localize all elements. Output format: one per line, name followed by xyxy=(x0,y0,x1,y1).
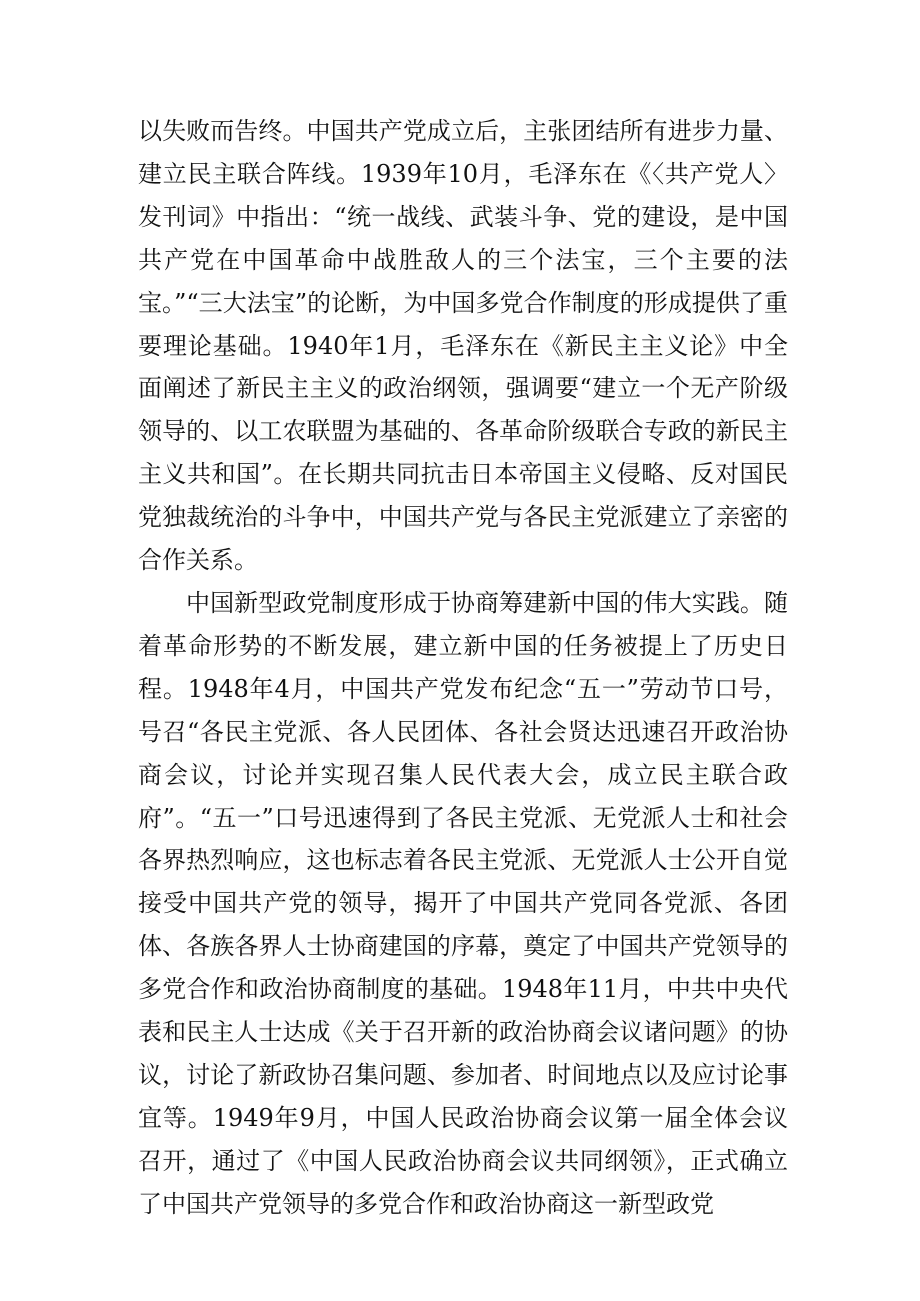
document-page xyxy=(138,110,788,1226)
paragraph-1: 以失败而告终。中国共产党成立后，主张团结所有进步力量、建立民主联合阵线。1939年10月，毛泽东在《〈共产党人〉发刊词》中指出：“统一战线、武装斗争、党的建设，是中国共产党在中国革命中战胜敌人的三个法宝，三个主要的法宝。”“三大法宝”的论断，为中国多党合作制度的形成提供了重要理论基础。1940年1月，毛泽东在《新民主主义论》中全面阐述了新民主主义的政治纲领，强调要“建立一个无产阶级领导的、以工农联盟为基础的、各革命阶级联合专政的新民主主义共和国”。在长期共同抗击日本帝国主义侵略、反对国民党独裁统治的斗争中，中国共产党与各民主党派建立了亲密的合作关系。 xyxy=(138,117,788,575)
paragraph-2: 中国新型政党制度形成于协商筹建新中国的伟大实践。随着革命形势的不断发展，建立新中国的任务被提上了历史日程。1948年4月，中国共产党发布纪念“五一”劳动节口号，号召“各民主党派、各人民团体、各社会贤达迅速召开政治协商会议，讨论并实现召集人民代表大会，成立民主联合政府”。“五一”口号迅速得到了各民主党派、无党派人士和社会各界热烈响应，这也标志着各民主党派、无党派人士公开自觉接受中国共产党的领导，揭开了中国共产党同各党派、各团体、各族各界人士协商建国的序幕，奠定了中国共产党领导的多党合作和政治协商制度的基础。1948年11月，中共中央代表和民主人士达成《关于召开新的政治协商会议诸问题》的协议，讨论了新政协召集问题、参加者、时间地点以及应讨论事宜等。1949年9月，中国人民政治协商会议第一届全体会议召开，通过了《中国人民政治协商会议共同纲领》，正式确立了中国共产党领导的多党合作和政治协商这一新型政党 xyxy=(138,588,788,1218)
